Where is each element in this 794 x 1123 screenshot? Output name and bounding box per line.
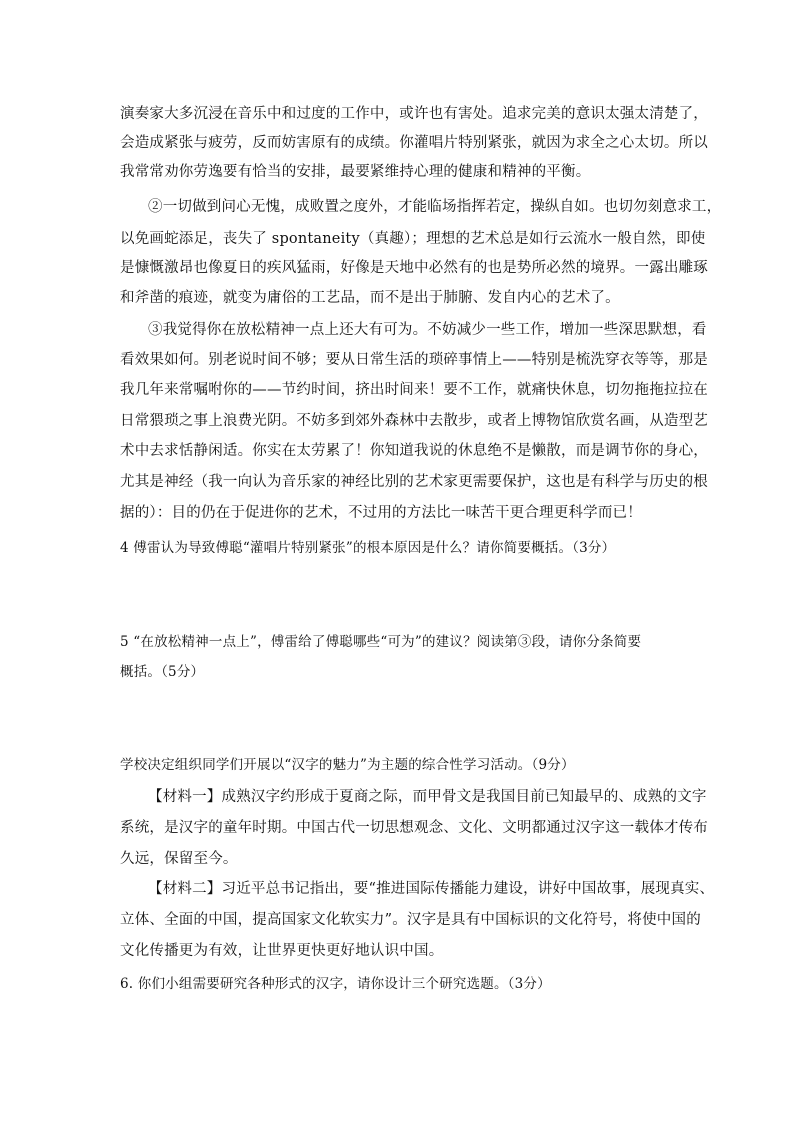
passage-line: 据的）：目的仍在于促进你的艺术，不过用的方法比一味苦干更合理更科学而已！ — [120, 505, 642, 521]
passage-line: 是慷慨激昂也像夏日的疾风猛雨，好像是天地中必然有的也是势所必然的境界。一露出雕琢 — [120, 260, 708, 276]
passage-line: 演奏家大多沉浸在音乐中和过度的工作中，或许也有害处。追求完美的意识太强太清楚了， — [120, 106, 708, 122]
passage-line: ③我觉得你在放松精神一点上还大有可为。不妨减少一些工作，增加一些深思默想，看 — [148, 322, 707, 338]
passage-line: 我常常劝你劳逸要有恰当的安排，最要紧维持心理的健康和精神的平衡。 — [120, 164, 591, 180]
passage-line: 日常猥琐之事上浪费光阴。不妨多到郊外森林中去散步，或者上博物馆欣赏名画，从造型艺 — [120, 413, 708, 429]
material-2-line: 文化传播更为有效，让世界更快更好地认识中国。 — [120, 943, 444, 959]
passage-line: 和斧凿的痕迹，就变为庸俗的工艺品，而不是出于肺腑、发自内心的艺术了。 — [120, 290, 620, 306]
activity-intro: 学校决定组织同学们开展以“汉字的魅力”为主题的综合性学习活动。（9分） — [120, 757, 575, 773]
passage-line: 以免画蛇添足，丧失了 spontaneity（真趣）；理想的艺术总是如行云流水一般自然，即使 — [120, 231, 706, 247]
passage-line: ②一切做到问心无愧，成败置之度外，才能临场指挥若定，操纵自如。也切勿刻意求工， — [148, 199, 722, 215]
question-4: 4 傅雷认为导致傅聪“灌唱片特别紧张”的根本原因是什么？请你简要概括。（3分） — [120, 540, 616, 556]
material-1-line: 【材料一】成熟汉字约形成于夏商之际，而甲骨文是我国目前已知最早的、成熟的文字 — [148, 789, 707, 805]
passage-line: 尤其是神经（我一向认为音乐家的神经比别的艺术家更需要保护，这也是有科学与历史的根 — [120, 474, 708, 490]
passage-line: 术中去求恬静闲适。你实在太劳累了！你知道我说的休息绝不是懒散，而是调节你的身心， — [120, 443, 708, 459]
passage-line: 看效果如何。别老说时间不够；要从日常生活的琐碎事情上——特别是梳洗穿衣等等，那是 — [120, 352, 708, 368]
material-2-line: 【材料二】习近平总书记指出，要“推进国际传播能力建设，讲好中国故事，展现真实、 — [148, 881, 715, 897]
material-1-line: 系统，是汉字的童年时期。中国古代一切思想观念、文化、文明都通过汉字这一载体才传布 — [120, 820, 708, 836]
passage-line: 我几年来常嘱咐你的——节约时间，挤出时间来！要不工作，就痛快休息，切勿拖拖拉拉在 — [120, 382, 708, 398]
question-5-line-1: 5 “在放松精神一点上”，傅雷给了傅聪哪些“可为”的建议？阅读第③段，请你分条简要 — [120, 634, 642, 650]
question-6: 6. 你们小组需要研究各种形式的汉字，请你设计三个研究选题。（3分） — [120, 976, 551, 992]
material-2-line: 立体、全面的中国，提高国家文化软实力”。汉字是具有中国标识的文化符号，将使中国的 — [120, 912, 701, 928]
question-5-line-2: 概括。（5分） — [120, 664, 205, 680]
material-1-line: 久远，保留至今。 — [120, 851, 238, 867]
passage-line: 会造成紧张与疲劳，反而妨害原有的成绩。你灌唱片特别紧张，就因为求全之心太切。所以 — [120, 135, 708, 151]
